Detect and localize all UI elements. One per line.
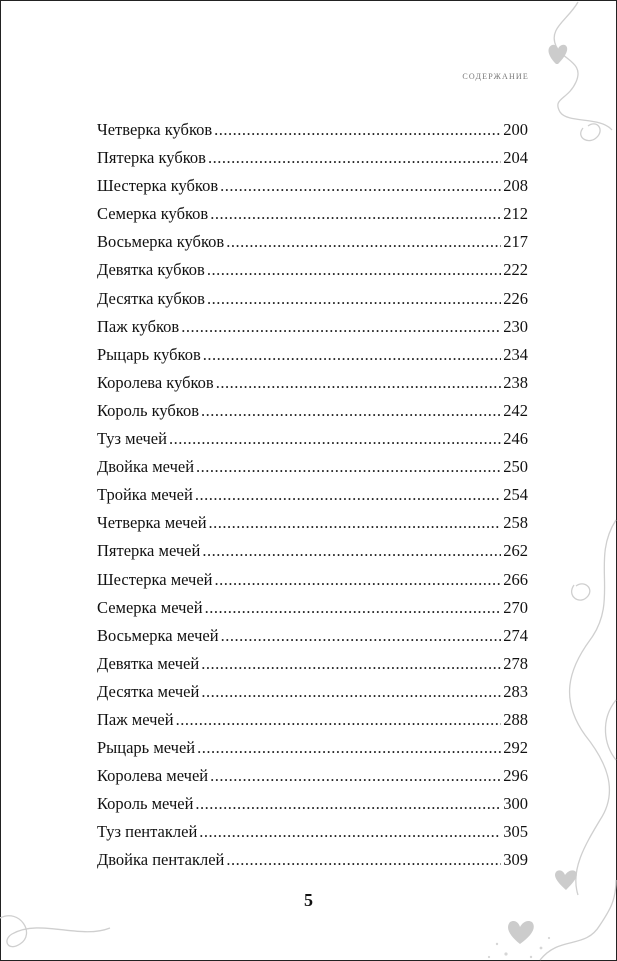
toc-entry (97, 566, 528, 594)
toc-entry-title: Семерка мечей (97, 597, 203, 617)
dot-leader (201, 650, 501, 678)
toc-entry-title: Двойка мечей (97, 457, 195, 477)
toc-entry (97, 369, 528, 397)
toc-entry (97, 622, 528, 650)
dot-leader (221, 622, 502, 650)
toc-entry-page: 204 (503, 148, 528, 168)
toc-entry (97, 144, 528, 172)
toc-entry (97, 453, 528, 481)
toc-entry (97, 341, 528, 369)
toc-entry (97, 200, 528, 228)
toc-entry (97, 537, 528, 565)
toc-entry-title: Двойка пентаклей (97, 850, 225, 870)
toc-entry-title: Четверка мечей (97, 513, 207, 533)
toc-entry-title: Шестерка мечей (97, 569, 213, 589)
toc-entry-title: Девятка кубков (97, 260, 205, 280)
toc-entry-title: Восьмерка мечей (97, 625, 219, 645)
dot-leader (203, 341, 502, 369)
toc-entry-page: 217 (503, 232, 528, 252)
dot-leader (181, 313, 501, 341)
toc-entry-title: Девятка мечей (97, 653, 200, 673)
toc-entry-page: 296 (503, 766, 528, 786)
dot-leader (220, 172, 501, 200)
toc-entry-page: 274 (503, 625, 528, 645)
toc-entry (97, 734, 528, 762)
toc-entry-page: 222 (503, 260, 528, 280)
toc-entry (97, 509, 528, 537)
toc-entry-title: Туз мечей (97, 429, 167, 449)
toc-entry-page: 212 (503, 204, 528, 224)
toc-entry-title: Рыцарь кубков (97, 344, 201, 364)
toc-entry (97, 706, 528, 734)
toc-entry-page: 305 (503, 822, 528, 842)
dot-leader (197, 734, 501, 762)
toc-entry (97, 790, 528, 818)
toc-entry (97, 481, 528, 509)
toc-entry (97, 650, 528, 678)
toc-entry (97, 256, 528, 284)
dot-leader (195, 790, 501, 818)
dot-leader (226, 228, 501, 256)
table-of-contents (97, 116, 528, 875)
toc-entry (97, 285, 528, 313)
toc-entry-title: Восьмерка кубков (97, 232, 225, 252)
toc-entry (97, 397, 528, 425)
toc-entry-page: 262 (503, 541, 528, 561)
running-head: содержание (462, 68, 529, 82)
toc-entry-page: 292 (503, 738, 528, 758)
dot-leader (207, 256, 501, 284)
toc-entry-page: 246 (503, 429, 528, 449)
toc-entry-page: 200 (503, 120, 528, 139)
toc-entry-page: 234 (503, 344, 528, 364)
toc-entry-page: 226 (503, 288, 528, 308)
toc-entry-title: Королева кубков (97, 372, 214, 392)
toc-entry (97, 762, 528, 790)
toc-entry-page: 242 (503, 400, 528, 420)
toc-entry-page: 278 (503, 653, 528, 673)
toc-entry-title: Четверка кубков (97, 120, 213, 139)
toc-entry-title: Десятка мечей (97, 681, 200, 701)
dot-leader (176, 706, 502, 734)
toc-entry-title: Тройка мечей (97, 485, 193, 505)
toc-entry (97, 678, 528, 706)
toc-entry-page: 283 (503, 681, 528, 701)
toc-entry (97, 313, 528, 341)
dot-leader (210, 200, 501, 228)
dot-leader (199, 818, 501, 846)
dot-leader (202, 537, 501, 565)
dot-leader (205, 594, 502, 622)
toc-entry-page: 288 (503, 709, 528, 729)
toc-entry-title: Король кубков (97, 400, 200, 420)
toc-entry-page: 208 (503, 176, 528, 196)
dot-leader (169, 425, 501, 453)
toc-entry-page: 309 (503, 850, 528, 870)
toc-entry-title: Пятерка мечей (97, 541, 201, 561)
toc-entry-page: 270 (503, 597, 528, 617)
dot-leader (196, 453, 501, 481)
toc-entry-page: 230 (503, 316, 528, 336)
dot-leader (201, 397, 501, 425)
toc-entry-title: Паж мечей (97, 709, 174, 729)
dot-leader (209, 509, 502, 537)
toc-entry-page: 238 (503, 372, 528, 392)
dot-leader (216, 369, 502, 397)
page-number: 5 (304, 890, 313, 910)
dot-leader (195, 481, 501, 509)
toc-entry (97, 594, 528, 622)
toc-entry-page: 258 (503, 513, 528, 533)
toc-entry-page: 300 (503, 794, 528, 814)
toc-entry (97, 818, 528, 846)
toc-entry (97, 425, 528, 453)
toc-entry-page: 250 (503, 457, 528, 477)
toc-entry-title: Туз пентаклей (97, 822, 198, 842)
dot-leader (210, 762, 501, 790)
dot-leader (208, 144, 501, 172)
toc-entry-title: Десятка кубков (97, 288, 205, 308)
toc-entry (97, 846, 528, 874)
toc-entry-title: Пятерка кубков (97, 148, 206, 168)
toc-entry (97, 228, 528, 256)
dot-leader (226, 846, 501, 874)
toc-entry-title: Рыцарь мечей (97, 738, 196, 758)
toc-entry-title: Шестерка кубков (97, 176, 219, 196)
toc-entry (97, 116, 528, 144)
dot-leader (207, 285, 501, 313)
toc-entry-title: Королева мечей (97, 766, 209, 786)
toc-entry-page: 254 (503, 485, 528, 505)
toc-entry-title: Семерка кубков (97, 204, 209, 224)
toc-entry (97, 172, 528, 200)
dot-leader (214, 116, 501, 144)
dot-leader (215, 566, 502, 594)
dot-leader (201, 678, 501, 706)
toc-entry-title: Король мечей (97, 794, 194, 814)
toc-entry-title: Паж кубков (97, 316, 180, 336)
toc-entry-page: 266 (503, 569, 528, 589)
